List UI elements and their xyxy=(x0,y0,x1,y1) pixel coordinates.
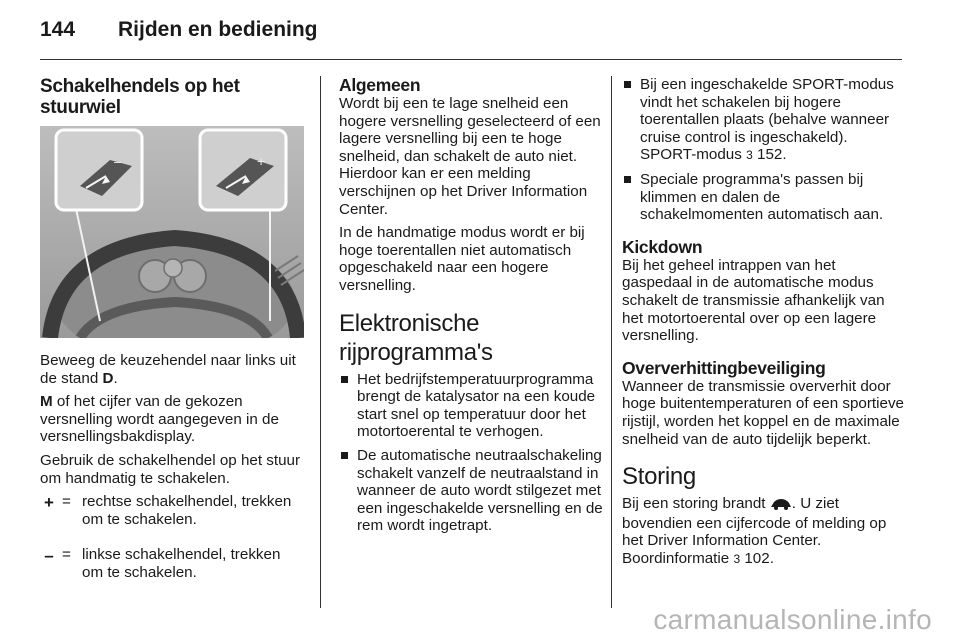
list-item: Speciale programma's passen bij klimmen en dalen de schakelmomenten automatisch aan. xyxy=(622,171,905,224)
list-item: Het bedrijfstemperatuurprogramma brengt de katalysator na een koude start snel op temperatuur door het motortoerental te verhogen. xyxy=(339,371,603,441)
page-ref-arrow-icon: 3 xyxy=(733,551,741,566)
paragraph-manual-mode: In de handmatige modus wordt er bij hoge toerentallen niet automatisch opgeschakeld naar een hogere versnelling. xyxy=(339,224,585,294)
column-divider-1 xyxy=(320,76,321,608)
section-heading-paddles: Schakelhendels op het stuurwiel xyxy=(40,76,240,118)
plus-label: + xyxy=(257,153,266,169)
list-item: Bij een ingeschakelde SPORT-modus vindt het schakelen bij hogere toerentallen plaats (behalve wanneer cruise control is ingeschakeld). SPORT-modus 3 152. xyxy=(622,76,905,165)
definition-minus: – = linkse schakelhendel, trekken om te schakelen. xyxy=(40,546,304,581)
minus-symbol: – xyxy=(44,546,54,566)
paragraph-gear-display: M of het cijfer van de gekozen versnelling wordt aangegeven in de versnellingsbakdisplay. xyxy=(40,393,279,446)
column-2 xyxy=(339,76,603,541)
list-item: De automatische neutraalschakeling schakelt vanzelf de neutraalstand in wanneer de auto wordt stilgezet met een ingeschakelde versnelling en de rem wordt ingetrapt. xyxy=(339,447,603,535)
paragraph-general: Wordt bij een te lage snelheid een hogere versnelling geselecteerd of een lagere versnelling bij een te hoge snelheid, dan schakelt de auto niet. Hierdoor kan er een melding verschijnen op het Driver Information Center. xyxy=(339,95,601,218)
column-3 xyxy=(622,76,905,574)
paragraph-select-lever: Beweeg de keuzehendel naar links uit de stand D. xyxy=(40,352,296,387)
paragraph-overheat: Wanneer de transmissie oververhit door hoge buitentemperaturen of een sportieve rijstijl, worden het koppel en de maximale snelheid van de auto tijdelijk beperkt. xyxy=(622,377,905,448)
transmission-warning-icon xyxy=(770,497,792,515)
steering-wheel-illustration xyxy=(40,126,304,338)
chapter-title: Rijden en bediening xyxy=(118,18,318,41)
paragraph-kickdown: Bij het geheel intrappen van het gaspedaal in de automatische modus schakelt de transmissie afhankelijk van het motortoerental over op een lagere versnelling. xyxy=(622,256,885,345)
paragraph-fault: Bij een storing brandt . U ziet bovendien een cijfercode of melding op het Driver Information Center. Boordinformatie 3 102. xyxy=(622,495,887,567)
paragraph-use-paddles: Gebruik de schakelhendel op het stuur om handmatig te schakelen. xyxy=(40,451,301,487)
column-divider-2 xyxy=(611,76,612,608)
section-heading-fault: Storing xyxy=(622,463,696,491)
header-divider xyxy=(40,59,902,60)
page-ref-arrow-icon: 3 xyxy=(746,148,753,163)
minus-label: – xyxy=(114,154,122,169)
page-number: 144 xyxy=(40,18,76,41)
column-1 xyxy=(40,76,304,600)
definition-plus: + = rechtse schakelhendel, trekken om te schakelen. xyxy=(40,493,304,528)
plus-symbol: + xyxy=(44,493,54,513)
subheading-kickdown: Kickdown xyxy=(622,236,703,257)
watermark: carmanualsonline.info xyxy=(653,604,932,635)
subheading-overheat: Oververhittingbeveiliging xyxy=(622,357,826,378)
subheading-general: Algemeen xyxy=(339,75,421,95)
section-heading-programs: Elektronische rijprogramma's xyxy=(339,309,493,366)
